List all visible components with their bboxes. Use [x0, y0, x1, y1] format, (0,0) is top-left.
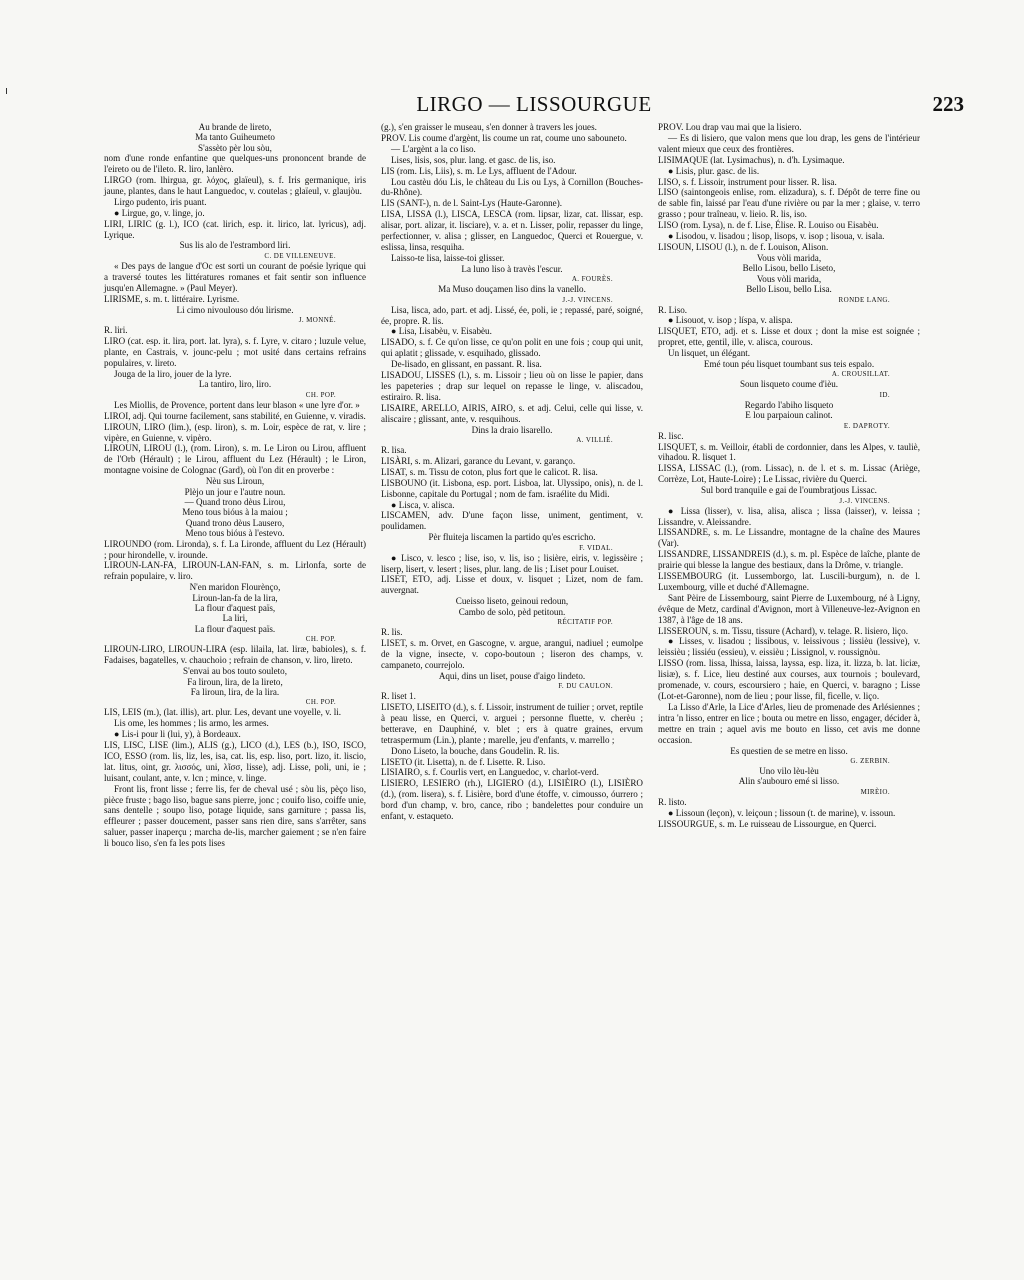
- dictionary-entry: LISO, s. f. Lissoir, instrument pour lisser. R. lisa.: [658, 176, 837, 187]
- dictionary-entry: LISETO (it. Lisetta), n. de f. Lisette. R. Liso.: [381, 756, 546, 767]
- dictionary-entry: LISAIRE, ARELLO, AIRIS, AIRO, s. et adj. Celui, celle qui lisse, v. aliscaire ; glissant, ante, v. resquihous.: [381, 402, 643, 424]
- verse-line: Au brande de lireto,: [198, 122, 272, 132]
- verse-line: La flour d'aquest païs,: [194, 603, 276, 614]
- citation-author: E. DAPROTY.: [843, 421, 890, 430]
- verse-line: Cueisso liseto, geinoui redoun,: [455, 596, 569, 607]
- page-title: LIRGO — LISSOURGUE: [416, 92, 652, 116]
- dictionary-entry: R. liset 1.: [381, 691, 416, 702]
- verse-line: E lou parpaioun calinot.: [745, 410, 833, 421]
- dictionary-entry: R. listo.: [658, 796, 687, 807]
- entry-paragraph: ● Lisodou, v. lisadou ; lisop, lisops, v. isop ; lisoua, v. isala.: [668, 231, 885, 242]
- verse-line: S'assèto pèr lou sòu,: [198, 142, 272, 153]
- verse-line: Dins la draio lisarello.: [471, 424, 553, 435]
- entry-paragraph: ● Lissoun (leçon), v. leiçoun ; lissoun (t. de marine), v. issoun.: [668, 807, 896, 818]
- dictionary-entry: LISET, s. m. Orvet, en Gascogne, v. argue, arangui, nadiuel ; eumolpe de la vigne, insecte, v. copo-boutoun ; liseron des champs, v. campaneto, courrejolo.: [381, 637, 643, 670]
- dictionary-entry: R. lisa.: [381, 444, 407, 455]
- column-right: [658, 122, 920, 829]
- citation-author: J.-J. VINCENS.: [839, 496, 890, 505]
- verse-line: Fa liroun, lira, de la lira.: [190, 686, 280, 697]
- verse-line: Fa liroun, lira, de la lireto,: [187, 676, 283, 687]
- entry-paragraph: Lisa, lisca, ado, part. et adj. Lissé, ée, poli, ie ; repassé, paré, soigné, ée, propre. R. lis.: [381, 304, 643, 326]
- verse-line: Li cimo nivoulouso dóu lirisme.: [176, 304, 294, 315]
- citation-author: MIRÈIO.: [860, 787, 890, 796]
- page-number: 223: [932, 92, 964, 116]
- verse-line: Liroun-lan-fa de la lira,: [192, 592, 278, 603]
- dictionary-entry: LISAT, s. m. Tissu de coton, plus fort que le calicot. R. lisa.: [381, 466, 598, 477]
- verse-line: Quand trono dèus Lausero,: [185, 517, 285, 528]
- entry-paragraph: Lou castèu dóu Lis, le château du Lis ou Lys, à Cornillon (Bouches-du-Rhône).: [381, 176, 643, 198]
- dictionary-entry: LIRI, LIRIC (g. l.), ICO (cat. lirich, esp. it. lirico, lat. lyricus), adj. Lyrique.: [104, 218, 366, 240]
- verse-line: Cambo de solo, pèd petitoun.: [458, 606, 566, 617]
- verse-line: Uno vilo lèu-lèu: [759, 765, 819, 776]
- entry-paragraph: Lis ome, les hommes ; lis armo, les armes.: [114, 718, 269, 729]
- dictionary-entry: LISSEROUN, s. m. Tissu, tissure (Achard), v. telage. R. lisiero, liço.: [658, 625, 908, 636]
- dictionary-entry: LISSANDRE, LISSANDREIS (d.), s. m. pl. Espèce de laîche, plante de prairie qui blesse la langue des bestiaux, dans la Drôme, v. triangle.: [658, 549, 920, 571]
- verse-line: Ma tanto Guiheumeto: [195, 132, 275, 143]
- dictionary-entry: LISIAIRO, s. f. Courlis vert, en Languedoc, v. charlot-verd.: [381, 767, 599, 778]
- verse-line: Nèu sus Liroun,: [205, 476, 265, 487]
- dictionary-entry: LISIMAQUE (lat. Lysimachus), n. d'h. Lysimaque.: [658, 154, 845, 165]
- verse-line: Sul bord tranquile e gai de l'oumbratjous Lissac.: [701, 485, 877, 496]
- verse-line: Pèr fluiteja liscamen la partido qu'es escricho.: [428, 532, 596, 543]
- dictionary-entry: R. Liso.: [658, 304, 688, 315]
- dictionary-entry: LISBOUNO (it. Lisbona, esp. port. Lisboa, lat. Ulyssipo, onis), n. de l. Lisbonne, capitale du Portugal ; nom de fam. israélite du Midi.: [381, 477, 643, 499]
- dictionary-entry: LIROUN-LIRO, LIROUN-LIRA (esp. lilaila, lat. liræ, babioles), s. f. Fadaises, bagatelles, v. chauchoio ; refrain de chanson, v. liro, lireto.: [104, 644, 366, 666]
- verse-line: N'en maridon Flourènço,: [189, 582, 281, 593]
- dictionary-entry: nom d'une ronde enfantine que quelques-uns prononcent brande de l'eireto ou de l'ileto. R. liro, lanlèro.: [104, 153, 366, 175]
- dictionary-entry: LISQUET, s. m. Veilloir, établi de cordonnier, dans les Alpes, v. tauliè, vihadou. R. lisquet 1.: [658, 441, 920, 463]
- verse-line: La luno liso à travès l'escur.: [461, 263, 563, 274]
- dictionary-entry: LISSA, LISSAC (l.), (rom. Lissac), n. de l. et s. m. Lissac (Ariège, Corrèze, Lot, Haute-Loire) ; Le Lissac, rivière du Querci.: [658, 463, 920, 485]
- citation-author: F. VIDAL.: [579, 543, 613, 552]
- verse-line: La liri,: [222, 613, 248, 624]
- citation-author: J. MONNÉ.: [298, 315, 336, 324]
- citation-author: RONDE LANG.: [838, 295, 890, 304]
- dictionary-entry: LISSEMBOURG (it. Lussemborgo, lat. Luscili-burgum), n. de l. Luxembourg, ville et duché d'Allemagne.: [658, 571, 920, 592]
- verse-line: Meno tous bióus à la maiou ;: [182, 507, 288, 518]
- citation-author: G. ZERBIN.: [850, 756, 890, 765]
- dictionary-entry: LISETO, LISEITO (d.), s. f. Lissoir, instrument de tuilier ; orvet, reptile à peau lisse, en Querci, v. arguei ; personne fluette, v. cherèu ; betterave, en Dauphiné, v. blet ; ers à quatre graines, ervum tetraspermum (Lin.), plante ; marelle, jeu d'enfants, v. marrello ;: [381, 702, 643, 745]
- verse-line: S'envai au bos touto souleto,: [183, 666, 287, 677]
- citation-author: J.-J. VINCENS.: [562, 295, 613, 304]
- citation-author: CH. POP.: [305, 390, 336, 399]
- citation-author: ID.: [879, 390, 890, 399]
- dictionary-entry: LISSANDRE, s. m. Le Lissandre, montagne de la chaîne des Maures (Var).: [658, 527, 920, 549]
- dictionary-entry: R. lisc.: [658, 430, 684, 441]
- entry-paragraph: Un lisquet, un élégant.: [668, 348, 751, 359]
- entry-paragraph: ● Lisis, plur. gasc. de lis.: [668, 165, 760, 176]
- citation-author: A. VILLIÉ.: [576, 435, 613, 444]
- dictionary-entry: LISQUET, ETO, adj. et s. Lisse et doux ; dont la mise est soignée ; propret, ette, gentil, ille, v. alisca, courous.: [658, 326, 920, 348]
- entry-paragraph: Lises, lisis, sos, plur. lang. et gasc. de lis, iso.: [391, 154, 556, 165]
- margin-mark: [6, 88, 7, 94]
- dictionary-entry: LISCAMEN, adv. D'une façon lisse, uniment, gentiment, v. poulidamen.: [381, 510, 643, 532]
- dictionary-entry: LISÀRI, s. m. Alizari, garance du Levant, v. garanço.: [381, 455, 576, 466]
- verse-line: Es questien de se metre en lisso.: [730, 745, 848, 756]
- verse-line: Meno tous bióus à l'estevo.: [185, 528, 285, 539]
- entry-paragraph: ● Lisouot, v. isop ; líspa, v. alispa.: [668, 315, 793, 326]
- entry-paragraph: Lirgo pudento, iris puant.: [114, 196, 207, 207]
- dictionary-entry: LISOUN, LISOU (l.), n. de f. Louison, Alison.: [658, 241, 829, 252]
- verse-line: Sus lis alo de l'estrambord liri.: [179, 240, 291, 251]
- dictionary-entry: LISA, LISSA (l.), LISCA, LESCA (rom. lipsar, lizar, cat. llissar, esp. alisar, port. alizar, it. lisciare), v. a. et n. Lisser, polir, repasser du linge, perfectionner, v. alisa ; glisser, en Languedoc, Querci et Rouergue, v. eslissa, linsa, resquiha.: [381, 209, 643, 252]
- verse-line: — Quand trono dèus Lirou,: [184, 497, 286, 507]
- entry-paragraph: ● Lirgue, go, v. linge, jo.: [114, 207, 205, 218]
- entry-paragraph: Jouga de la liro, jouer de la lyre.: [114, 368, 232, 379]
- dictionary-entry: LIRGO (rom. lhirgua, gr. λόχος, glaïeul), s. f. Iris germanique, iris jaune, plantes, dans le haut Languedoc, v. coutelas ; glaïeul, v. glaujòu.: [104, 175, 366, 196]
- entry-paragraph: De-lisado, en glissant, en passant. R. lisa.: [391, 359, 542, 370]
- verse-line: La tantiro, liro, liro.: [198, 379, 272, 390]
- verse-line: Regardo l'abiho lisqueto: [744, 399, 834, 410]
- entry-paragraph: Dono Liseto, la bouche, dans Goudelin. R. lis.: [391, 745, 560, 756]
- citation-author: RÉCITATIF POP.: [557, 618, 613, 627]
- dictionary-entry: PROV. Lou drap vau mai que la lisiero.: [658, 122, 802, 132]
- dictionary-entry: LIROUN, LIROU (l.), (rom. Liron), s. m. Le Liron ou Lirou, affluent de l'Orb (Hérault) ; le Lirou, affluent du Lez (Hérault) ; le Liron, montagne voisine de Colognac (Gard), où l'on dit en proverbe :: [104, 443, 366, 476]
- dictionary-entry: LISSO (rom. lissa, lhissa, laissa, layssa, esp. liza, it. lizza, b. lat. liciæ, lisiæ), s. f. Lice, lieu destiné aux courses, aux tournois ; boulevard, promenade, v. cours, escoursiero ; haie, en Querci, v. baragno ; Lisse (Lot-et-Garonne), nom de lieu ; pour lisse, fil, ficelle, v. liço.: [658, 658, 920, 701]
- verse-line: Plèjo un jour e l'autre noun.: [184, 486, 286, 497]
- citation-author: CH. POP.: [305, 635, 336, 644]
- verse-line: Emé toun péu lisquet toumbant sus teis espalo.: [703, 359, 875, 370]
- dictionary-entry: LISADO, s. f. Ce qu'on lisse, ce qu'on polit en une fois ; coup qui unit, qui aplatit ; glissade, v. esquihado, glissado.: [381, 337, 643, 359]
- citation-author: A. CROUSILLAT.: [831, 370, 890, 379]
- verse-line: Alin s'aubouro emé si lisso.: [738, 776, 840, 787]
- entry-paragraph: Sant Pèire de Lissembourg, saint Pierre de Luxembourg, né à Ligny, évêque de Metz, cardinal d'Avignon, mort à Villeneuve-lez-Avignon en 1387, à l'âge de 18 ans.: [658, 592, 920, 625]
- dictionary-entry: LIROUN-LAN-FA, LIROUN-LAN-FAN, s. m. Lirlonfa, sorte de refrain populaire, v. liro.: [104, 560, 366, 582]
- entry-paragraph: ● Lissa (lisser), v. lisa, alisa, alisca ; lissa (laisser), v. leissa ; Lissandre, v. Aleissandre.: [658, 505, 920, 527]
- dictionary-entry: (g.), s'en graisser le museau, s'en donner à travers les joues.: [381, 122, 597, 132]
- verse-line: Aqui, dins un liset, pouse d'aigo lindeto.: [438, 670, 586, 681]
- verse-line: Bello Lisou, bello Liseto,: [742, 263, 836, 274]
- dictionary-entry: PROV. Lis coume d'argènt, lis coume un rat, coume uno sabouneto.: [381, 132, 627, 143]
- entry-paragraph: ● Lisa, Lisabèu, v. Eisabèu.: [391, 326, 492, 337]
- verse-line: Vous vòli marida,: [756, 252, 822, 263]
- verse-line: Soun lisqueto coume d'ièu.: [739, 379, 839, 390]
- dictionary-entry: LIRISME, s. m. t. littéraire. Lyrisme.: [104, 293, 240, 304]
- dictionary-entry: LIS (SANT-), n. de l. Saint-Lys (Haute-Garonne).: [381, 198, 562, 209]
- dictionary-entry: LIS (rom. Lis, Liis), s. m. Le Lys, affluent de l'Adour.: [381, 165, 577, 176]
- entry-paragraph: Front lis, front lisse ; ferre lis, fer de cheval usé ; sòu lis, pèço liso, pièce fruste ; bago liso, bague sans pierre, jonc ; couifo liso, coiffe unie, sans dentelle ; soupo liso, potage liquide, sans garniture ; passa lis, effleurer ; passer doucement, passer sans rien dire, sans s'arrêter, sans saluer, passer inaperçu ; marcha de-lis, marcher gaiement ; se n'en faire li bouco liso, s'en fa les pots lises: [104, 783, 366, 849]
- dictionary-entry: LISO (saintongeois enlise, rom. elizadura), s. f. Dépôt de terre fine ou de sable fin, laissé par l'eau d'une rivière ou par la mer ; glaise, v. terro grasso ; pour traîneau, v. lieio. R. lis, iso.: [658, 187, 920, 220]
- verse-line: Bello Lisou, bello Lisa.: [746, 284, 832, 295]
- citation-author: A. FOURÈS.: [571, 275, 613, 284]
- entry-paragraph: ● Lisco, v. lesco ; lise, iso, v. lis, iso ; lisière, eiris, v. legissèire ; liserp, lisert, v. lesert ; lises, plur. lang. de lis ; Liset pour Louiset.: [381, 552, 643, 574]
- dictionary-entry: LISADOU, LISSES (l.), s. m. Lissoir ; lieu où on lisse le papier, dans les papeteries ; drap sur lequel on repasse le linge, v. aliscadou, estirairo. R. lisa.: [381, 370, 643, 402]
- verse-line: La flour d'aquest païs.: [194, 623, 276, 634]
- page-header: [104, 92, 964, 122]
- column-left: [104, 122, 366, 849]
- dictionary-entry: LIROI, adj. Qui tourne facilement, sans stabilité, en Guienne, v. viradis.: [104, 410, 366, 421]
- entry-paragraph: — Es di lisiero, que valon mens que lou drap, les gens de l'intérieur valent mieux que ceux des frontières.: [658, 132, 920, 154]
- dictionary-entry: R. lis.: [381, 627, 403, 638]
- citation-author: C. DE VILLENEUVE.: [264, 251, 336, 260]
- citation-author: CH. POP.: [305, 698, 336, 707]
- citation-author: F. DU CAULON.: [558, 682, 613, 691]
- dictionary-entry: R. liri.: [104, 324, 128, 335]
- entry-paragraph: ● Lisses, v. lisadou ; lissibous, v. leissivous ; lissièu (lessive), v. leissièu ; lissiéu (essieu), v. eissièu ; Lissignol, v. roussignòu.: [658, 636, 920, 658]
- entry-paragraph: — L'argènt a la co liso.: [391, 143, 476, 154]
- dictionary-entry: LIRO (cat. esp. it. lira, port. lat. lyra), s. f. Lyre, v. citaro ; luzule velue, plante, en Castrais, v. jounc-pelu ; mot usité dans certains refrains populaires, v. lireto.: [104, 335, 366, 368]
- dictionary-entry: LIROUN, LIRO (lim.), (esp. liron), s. m. Loir, espèce de rat, v. lire ; vipère, en Guienne, v. vipèro.: [104, 421, 366, 443]
- dictionary-entry: LISO (rom. Lysa), n. de f. Lise, Élise. R. Louiso ou Eisabèu.: [658, 220, 879, 231]
- dictionary-entry: LISIERO, LESIERO (rh.), LIGIERO (d.), LISIÈIRO (l.), LISIÈRO (d.), (rom. lisera), s. f. Lisière, bord d'une étoffe, v. cimousso, óurrero ; bord d'un champ, v. bro, cance, ribo ; bandelettes pour conduire un enfant, v. estaqueto.: [381, 778, 643, 822]
- dictionary-entry: LISET, ETO, adj. Lisse et doux, v. lisquet ; Lizet, nom de fam. auvergnat.: [381, 574, 643, 596]
- entry-paragraph: ● Lis-i pour li (lui, y), à Bordeaux.: [114, 729, 241, 740]
- verse-line: Ma Muso douçamen liso dins la vanello.: [438, 284, 586, 295]
- column-middle: [381, 122, 643, 822]
- entry-paragraph: « Des pays de langue d'Oc est sorti un courant de poésie lyrique qui a traversé toutes les littératures romanes et fait sentir son influence jusqu'en Allemagne. » (Paul Meyer).: [104, 260, 366, 293]
- entry-paragraph: La Lisso d'Arle, la Lice d'Arles, lieu de promenade des Arlésiennes ; intra 'n lisso, entrer en lice ; bouta ou metre en lisso, engager, décider à, mettre en train ; aquel avis me bouto en lisso, cet avis me donne occasion.: [658, 701, 920, 745]
- dictionary-entry: LIS, LISC, LISE (lim.), ALIS (g.), LICO (d.), LES (b.), ISO, ISCO, ICO, ESSO (rom. lis, liz, les, isa, cat. lis, esp. liso, port. lizo, it. liscio, lat. litus, oint, gr. λισσός, uni, λῖσσ, lisse), adj. Lisse, poli, uni, ie ; luisant, coulant, ante, v. lcn ; mince, v. linge.: [104, 740, 366, 783]
- entry-paragraph: Les Miollis, de Provence, portent dans leur blason « une lyre d'or. »: [114, 399, 360, 410]
- dictionary-entry: LIS, LEIS (m.), (lat. illis), art. plur. Les, devant une voyelle, v. li.: [104, 707, 342, 718]
- entry-paragraph: Laisso-te lisa, laisse-toi glisser.: [391, 252, 505, 263]
- entry-paragraph: ● Lisca, v. alisca.: [391, 499, 455, 510]
- dictionary-entry: LISSOURGUE, s. m. Le ruisseau de Lissourgue, en Querci.: [658, 818, 877, 829]
- dictionary-entry: LIROUNDO (rom. Lironda), s. f. La Lironde, affluent du Lez (Hérault) ; pour hirondelle, v. irounde.: [104, 538, 366, 560]
- verse-line: Vous vòli marida,: [756, 273, 822, 284]
